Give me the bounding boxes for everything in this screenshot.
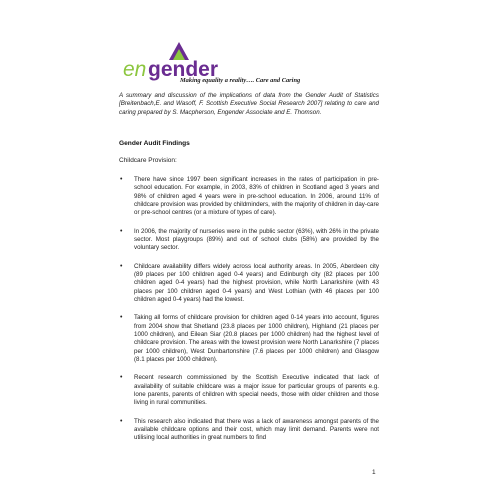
list-item-text: In 2006, the majority of nurseries were in the public sector (63%), with 26% in the private sector. Most playgroups (89%) and out of school clubs (58%) are provided by the voluntary sector. (134, 227, 379, 252)
list-item-text: Recent research commissioned by the Scottish Executive indicated that lack of availability of suitable childcare was a major issue for particular groups of parents e.g. lone parents, parents of children with special needs, those with older children and those living in rural communities. (134, 374, 379, 407)
bullet-icon: • (120, 417, 123, 425)
list-item-text: Childcare availability differs widely across local authority areas. In 2005, Aberdeen city (89 places per 100 children aged 0-4 years) and Edinburgh city (82 places per 100 children aged 0-4 years) had the highest provision, while North Lanarkshire (with 43 places per 100 children aged 0-4 years) and West Lothian (with 46 places per 100 children aged 0-4 years) had the lowest. (134, 262, 379, 303)
findings-list (119, 176, 379, 453)
bullet-icon: • (120, 176, 123, 183)
svg-text:en: en (123, 58, 147, 81)
list-item (119, 176, 379, 217)
list-item (119, 418, 379, 443)
tagline: Making equality a reality…. Care and Caring (180, 77, 301, 84)
section-title: Gender Audit Findings (119, 140, 190, 147)
intro-paragraph: A summary and discussion of the implications of data from the Gender Audit of Statistics [Breitenbach,E. and Wasoff, F. Scottish Executive Social Research 2007] relating to care and caring prepared by S. Macpherson, Engender Associate and E. Thomson. (119, 92, 379, 116)
list-item-text: Taking all forms of childcare provision for children aged 0-14 years into account, figures from 2004 show that Shetland (23.8 places per 1000 children), Highland (21 places per 1000 children), and Eilean Siar (20.8 places per 1000 children) had the highest level of childcare provision. The areas with the lowest provision were North Lanarkshire (7 places per 1000 children), West Dunbartonshire (7.6 places per 1000 children) and Glasgow (8.1 places per 1000 children). (134, 314, 379, 363)
bullet-icon: • (120, 262, 123, 270)
subsection-heading: Childcare Provision: (119, 157, 177, 164)
bullet-icon: • (120, 227, 123, 235)
list-item (119, 228, 379, 253)
list-item (119, 263, 379, 304)
bullet-icon: • (120, 314, 123, 322)
bullet-icon: • (120, 374, 123, 382)
list-item-text: There have since 1997 been significant increases in the rates of participation in pre-school education. For example, in 2003, 83% of children in Scotland aged 3 years and 98% of children aged 4 years were in pre-school education. In 2006, around 11% of childcare provision was provided by childminders, with the majority of children in day-care or pre-school centres (or a mixture of types of care). (134, 176, 379, 217)
page-number: 1 (372, 469, 376, 476)
list-item-text: This research also indicated that there was a lack of awareness amongst parents of the available childcare options and their cost, which may limit demand. Parents were not utilising local authorities in great numbers to find (134, 417, 379, 442)
list-item (119, 374, 379, 407)
list-item (119, 314, 379, 364)
svg-text:gender: gender (148, 58, 219, 81)
